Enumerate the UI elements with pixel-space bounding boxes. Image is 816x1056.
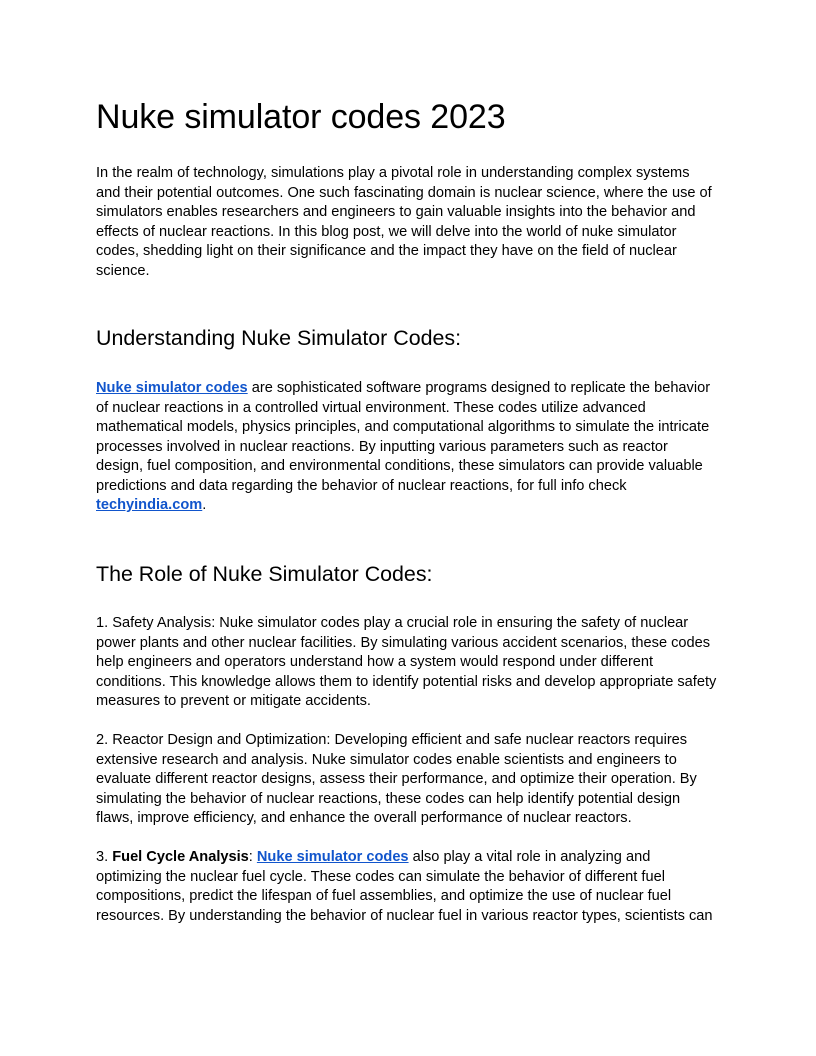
paragraph-line: compositions, predict the lifespan of fuel assemblies, and optimize the use of nuclear fuel [96, 888, 672, 904]
paragraph-line: conditions. This knowledge allows them to identify potential risks and develop appropriate safety [96, 673, 717, 690]
paragraph-line: extensive research and analysis. Nuke simulator codes enable scientists and engineers to [96, 751, 677, 768]
fuel-cycle-label: Fuel Cycle Analysis [112, 849, 249, 865]
intro-paragraph [96, 164, 726, 281]
paragraph-line: flaws, improve efficiency, and enhance the overall performance of nuclear reactors. [96, 810, 632, 826]
safety-analysis-paragraph [96, 614, 726, 712]
understanding-paragraph [96, 379, 726, 516]
paragraph-line: optimizing the nuclear fuel cycle. These codes can simulate the behavior of different fuel [96, 868, 665, 885]
paragraph-line [96, 496, 726, 516]
paragraph-line: mathematical models, physics principles, and computational algorithms to simulate the intricate [96, 419, 710, 435]
label-colon: : [248, 849, 257, 865]
paragraph-line: resources. By understanding the behavior of nuclear fuel in various reactor types, scientists can [96, 907, 713, 924]
reactor-design-paragraph [96, 731, 726, 829]
line-text: also play a vital role in analyzing and [408, 849, 651, 865]
intro-line: In the realm of technology, simulations play a pivotal role in understanding complex systems [96, 165, 690, 181]
section-heading-role: The Role of Nuke Simulator Codes: [96, 562, 433, 586]
paragraph-line [96, 379, 726, 399]
paragraph-line: help engineers and operators understand how a system would respond under different [96, 654, 654, 670]
techyindia-link[interactable]: techyindia.com [96, 497, 203, 513]
intro-line: and their potential outcomes. One such fascinating domain is nuclear science, where the use of [96, 184, 712, 201]
paragraph-line: of nuclear reactions in a controlled virtual environment. These codes utilize advanced [96, 399, 646, 416]
page-title: Nuke simulator codes 2023 [96, 98, 506, 136]
paragraph-line: measures to prevent or mitigate accidents. [96, 693, 371, 709]
paragraph-line: simulating the behavior of nuclear reactions, these codes can help identify potential design [96, 790, 681, 807]
paragraph-line: processes involved in nuclear reactions. By inputting various parameters such as reactor [96, 438, 668, 455]
line-text: are sophisticated software programs designed to replicate the behavior [247, 380, 711, 396]
paragraph-line: predictions and data regarding the behavior of nuclear reactions, for full info check [96, 477, 627, 494]
intro-line: codes, shedding light on their significance and the impact they have on the field of nuclear [96, 243, 677, 259]
nuke-simulator-codes-link[interactable]: Nuke simulator codes [96, 380, 248, 396]
section-heading-understanding: Understanding Nuke Simulator Codes: [96, 326, 462, 350]
intro-line: effects of nuclear reactions. In this blog post, we will delve into the world of nuke simulator [96, 223, 677, 240]
nuke-simulator-codes-link-2[interactable]: Nuke simulator codes [256, 849, 409, 865]
intro-line: simulators enables researchers and engineers to gain valuable insights into the behavior and [96, 204, 696, 220]
fuel-cycle-paragraph [96, 848, 726, 926]
paragraph-line: 2. Reactor Design and Optimization: Developing efficient and safe nuclear reactors requires [96, 732, 688, 748]
paragraph-line: power plants and other nuclear facilities. By simulating various accident scenarios, these codes [96, 634, 711, 651]
paragraph-line: evaluate different reactor designs, assess their performance, and optimize their operation. By [96, 771, 697, 787]
line-text: . [202, 497, 207, 513]
paragraph-line: 1. Safety Analysis: Nuke simulator codes play a crucial role in ensuring the safety of nuclear [96, 615, 689, 631]
paragraph-line: design, fuel composition, and environmental conditions, these simulators can provide valuable [96, 458, 703, 474]
item-number: 3. [96, 849, 113, 865]
paragraph-line [96, 848, 726, 868]
intro-line: science. [96, 262, 150, 279]
